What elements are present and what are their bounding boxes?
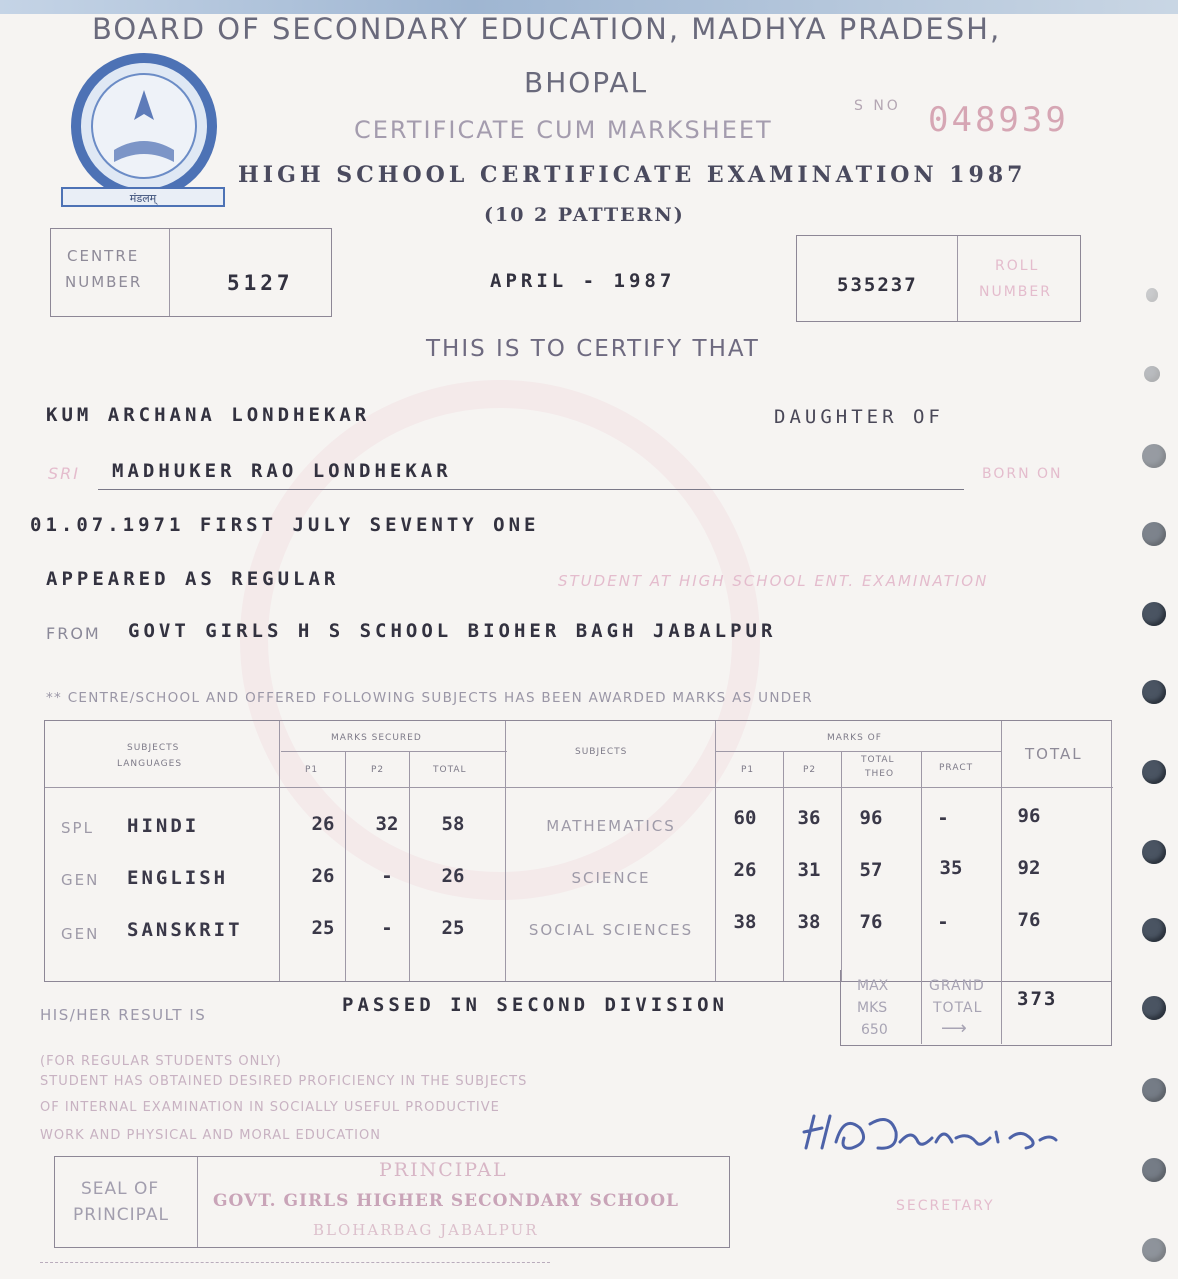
subject-theo: 96 [859, 807, 883, 829]
grand-total-value: 373 [1017, 988, 1058, 1010]
stamp-school: GOVT. GIRLS HIGHER SECONDARY SCHOOL [213, 1191, 680, 1211]
subject-total: 92 [1017, 857, 1041, 879]
board-title: BOARD OF SECONDARY EDUCATION, MADHYA PRADESH, [92, 12, 1002, 46]
grand-total-box [840, 970, 1112, 1046]
grand-total-label-2: TOTAL [933, 1000, 983, 1016]
language-name: ENGLISH [127, 867, 229, 889]
from-label: FROM [46, 624, 101, 643]
language-p1: 26 [311, 865, 335, 887]
header-total: TOTAL [433, 765, 467, 775]
footnote-line-4: WORK AND PHYSICAL AND MORAL EDUCATION [40, 1128, 381, 1143]
subject-pract: - [937, 807, 949, 829]
language-type: GEN [61, 925, 100, 943]
language-p1: 25 [311, 917, 335, 939]
appeared-tail: STUDENT AT HIGH SCHOOL ENT. EXAMINATION [558, 572, 989, 590]
footnote-line-2: STUDENT HAS OBTAINED DESIRED PROFICIENCY IN THE SUBJECTS [40, 1074, 528, 1089]
binder-hole-icon [1142, 918, 1166, 942]
stamp-title: PRINCIPAL [379, 1159, 508, 1181]
grand-total-label-1: GRAND [929, 978, 985, 994]
candidate-name: KUM ARCHANA LONDHEKAR [46, 404, 371, 426]
centre-label-2: NUMBER [65, 273, 143, 291]
header-subjects: SUBJECTS [575, 747, 628, 757]
subject-p1: 60 [733, 807, 757, 829]
header-marks-of: MARKS OF [827, 733, 882, 743]
subject-pract: 35 [939, 857, 963, 879]
language-type: SPL [61, 819, 94, 837]
exam-title: HIGH SCHOOL CERTIFICATE EXAMINATION 1987 [238, 162, 1027, 188]
language-total: 25 [441, 917, 465, 939]
header-subjects-languages-1: SUBJECTS [127, 743, 180, 753]
school-name: GOVT GIRLS H S SCHOOL BIOHER BAGH JABALPUR [128, 620, 777, 642]
parent-prefix: SRI [48, 464, 80, 483]
language-p2: 32 [375, 813, 399, 835]
header-pract: PRACT [939, 763, 974, 773]
binder-hole-icon [1144, 366, 1160, 382]
seal-label-2: PRINCIPAL [73, 1205, 169, 1225]
header-total-theo-1: TOTAL [861, 755, 895, 765]
subject-p1: 38 [733, 911, 757, 933]
subject-p2: 36 [797, 807, 821, 829]
binder-hole-icon [1142, 996, 1166, 1020]
stamp-place: BLOHARBAG JABALPUR [313, 1221, 539, 1239]
result-label: HIS/HER RESULT IS [40, 1006, 207, 1024]
subject-total: 96 [1017, 805, 1041, 827]
certify-text: THIS IS TO CERTIFY THAT [426, 336, 760, 362]
header-subject-p2: P2 [803, 765, 817, 775]
subject-theo: 76 [859, 911, 883, 933]
marks-table [44, 720, 1112, 982]
max-marks-label-2: MKS [857, 1000, 888, 1016]
subject-total: 76 [1017, 909, 1041, 931]
subject-name: MATHEMATICS [546, 817, 676, 835]
serial-number: 048939 [928, 100, 1069, 140]
centre-number-box [50, 228, 332, 317]
binder-hole-icon [1142, 760, 1166, 784]
result-value: PASSED IN SECOND DIVISION [342, 994, 728, 1016]
born-on-label: BORN ON [982, 466, 1063, 482]
parent-underline [98, 489, 964, 490]
language-name: HINDI [127, 815, 200, 837]
language-name: SANSKRIT [127, 919, 243, 941]
subject-theo: 57 [859, 859, 883, 881]
exam-session: APRIL - 1987 [490, 270, 676, 292]
binder-hole-icon [1142, 1238, 1166, 1262]
binder-hole-icon [1142, 602, 1166, 626]
logo-text: मंडलम् [129, 192, 157, 205]
roll-label-1: ROLL [995, 258, 1040, 274]
header-p1: P1 [305, 765, 319, 775]
grand-total-arrow-icon: ⟶ [941, 1018, 967, 1039]
header-subjects-languages-2: LANGUAGES [117, 759, 183, 769]
header-grand-total: TOTAL [1025, 745, 1083, 763]
language-type: GEN [61, 871, 100, 889]
serial-label: S NO [854, 98, 901, 114]
language-p2: - [381, 917, 393, 939]
awarded-text: ** CENTRE/SCHOOL AND OFFERED FOLLOWING SUBJECTS HAS BEEN AWARDED MARKS AS UNDER [46, 690, 813, 706]
max-marks-label-1: MAX [857, 978, 889, 994]
parent-name: MADHUKER RAO LONDHEKAR [112, 460, 452, 482]
board-logo [58, 50, 226, 212]
header-marks-secured: MARKS SECURED [331, 733, 422, 743]
exam-pattern: (10 2 PATTERN) [484, 204, 685, 226]
subject-name: SCIENCE [571, 869, 651, 887]
header-total-theo-2: THEO [865, 769, 895, 779]
secretary-signature [800, 1098, 1070, 1168]
language-total: 58 [441, 813, 465, 835]
subject-name: SOCIAL SCIENCES [528, 921, 694, 939]
secretary-label: SECRETARY [896, 1198, 995, 1214]
roll-number-box [796, 235, 1081, 322]
subject-p2: 31 [797, 859, 821, 881]
centre-label-1: CENTRE [67, 247, 140, 265]
board-city: BHOPAL [524, 66, 649, 99]
binder-hole-icon [1142, 680, 1166, 704]
footnote-line-1: (FOR REGULAR STUDENTS ONLY) [40, 1054, 282, 1069]
binder-hole-icon [1146, 288, 1158, 302]
language-p2: - [381, 865, 393, 887]
header-p2: P2 [371, 765, 385, 775]
appeared-as: APPEARED AS REGULAR [46, 568, 340, 590]
document-type: CERTIFICATE CUM MARKSHEET [354, 116, 773, 144]
date-of-birth: 01.07.1971 FIRST JULY SEVENTY ONE [30, 514, 540, 536]
bottom-divider [40, 1262, 550, 1263]
binder-hole-icon [1142, 1158, 1166, 1182]
seal-label-1: SEAL OF [81, 1179, 160, 1199]
subject-pract: - [937, 911, 949, 933]
principal-seal-box [54, 1156, 730, 1248]
binder-hole-icon [1142, 444, 1166, 468]
roll-label-2: NUMBER [979, 284, 1052, 300]
language-total: 26 [441, 865, 465, 887]
binder-hole-icon [1142, 840, 1166, 864]
subject-p1: 26 [733, 859, 757, 881]
header-subject-p1: P1 [741, 765, 755, 775]
language-p1: 26 [311, 813, 335, 835]
max-marks-value: 650 [861, 1022, 888, 1038]
centre-number-value: 5127 [227, 271, 294, 295]
binder-hole-icon [1142, 1078, 1166, 1102]
subject-p2: 38 [797, 911, 821, 933]
relation-label: DAUGHTER OF [774, 406, 944, 428]
footnote-line-3: OF INTERNAL EXAMINATION IN SOCIALLY USEFUL PRODUCTIVE [40, 1100, 500, 1115]
binder-hole-icon [1142, 522, 1166, 546]
roll-number-value: 535237 [837, 274, 918, 296]
